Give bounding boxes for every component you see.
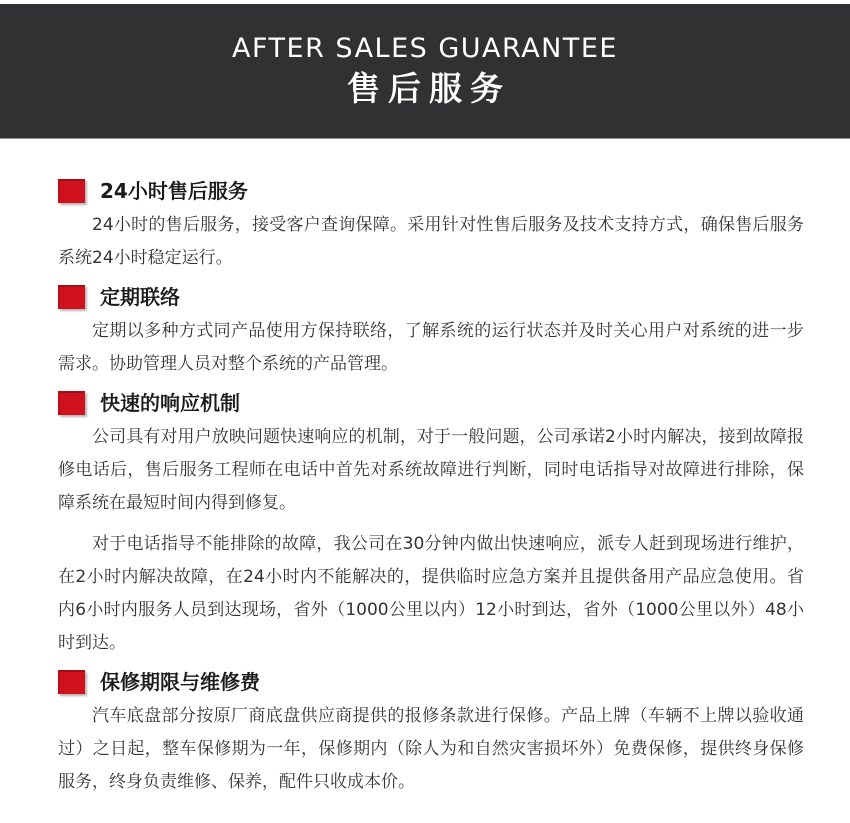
service-section xyxy=(58,391,804,660)
section-title: 24小时售后服务 xyxy=(100,179,248,203)
section-heading xyxy=(58,179,804,203)
red-square-bullet-icon xyxy=(58,179,85,203)
section-title: 快速的响应机制 xyxy=(100,391,240,415)
header-banner xyxy=(0,4,850,139)
section-title: 保修期限与维修费 xyxy=(100,670,260,694)
service-section xyxy=(58,179,804,275)
section-paragraph: 汽车底盘部分按原厂商底盘供应商提供的报修条款进行保修。产品上牌（车辆不上牌以验收通过）之日起，整车保修期为一年，保修期内（除人为和自然灾害损坏外）免费保修，提供终身保修服务，终身负责维修、保养，配件只收成本价。 xyxy=(58,706,804,792)
section-paragraph: 24小时的售后服务，接受客户查询保障。采用针对性售后服务及技术支持方式，确保售后服务系统24小时稳定运行。 xyxy=(58,215,804,268)
section-paragraph: 公司具有对用户放映问题快速响应的机制，对于一般问题，公司承诺2小时内解决，接到故障报修电话后，售后服务工程师在电话中首先对系统故障进行判断，同时电话指导对故障进行排除，保障系统在最短时间内得到修复。 xyxy=(58,427,804,513)
section-heading xyxy=(58,670,804,694)
header-title-english: AFTER SALES GUARANTEE xyxy=(232,32,618,64)
section-paragraph: 定期以多种方式同产品使用方保持联络，了解系统的运行状态并及时关心用户对系统的进一步需求。协助管理人员对整个系统的产品管理。 xyxy=(58,321,804,374)
red-square-bullet-icon xyxy=(58,391,85,415)
section-heading xyxy=(58,391,804,415)
section-title: 定期联络 xyxy=(100,285,180,309)
red-square-bullet-icon xyxy=(58,285,85,309)
content-area xyxy=(0,139,850,823)
section-heading xyxy=(58,285,804,309)
header-title-chinese: 售后服务 xyxy=(347,69,511,109)
section-paragraph: 对于电话指导不能排除的故障，我公司在30分钟内做出快速响应，派专人赶到现场进行维护，在2小时内解决故障，在24小时内不能解决的，提供临时应急方案并且提供备用产品应急使用。省内6小时内服务人员到达现场，省外（1000公里以内）12小时到达，省外（1000公里以外）48小时到达。 xyxy=(58,534,804,653)
service-section xyxy=(58,670,804,799)
red-square-bullet-icon xyxy=(58,670,85,694)
service-section xyxy=(58,285,804,381)
